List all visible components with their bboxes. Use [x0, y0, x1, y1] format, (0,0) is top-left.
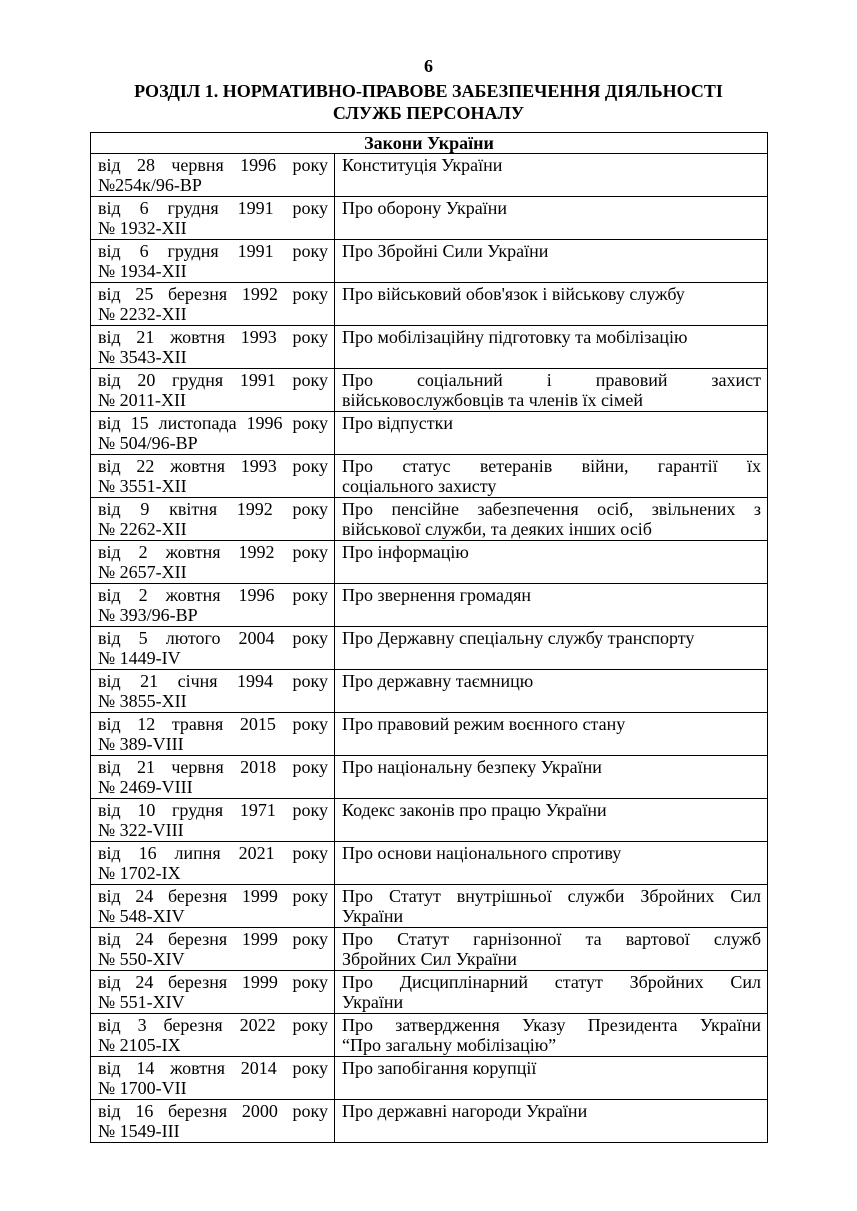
table-row	[91, 154, 768, 197]
law-title-line: Конституція України	[342, 155, 503, 175]
table-row	[91, 885, 768, 928]
law-date-number-cell	[91, 584, 335, 627]
table-row	[91, 326, 768, 369]
law-number: № 551-XIV	[98, 992, 185, 1012]
law-title-cell	[335, 1100, 768, 1143]
law-title-cell	[335, 1057, 768, 1100]
law-date-number-cell	[91, 240, 335, 283]
law-title-cell	[335, 1014, 768, 1057]
law-title-line: Про правовий режим воєнного стану	[342, 714, 626, 734]
law-title-line: Про основи національного спротиву	[342, 843, 622, 863]
law-date: від 21 січня 1994 року	[98, 671, 328, 691]
table-row	[91, 670, 768, 713]
law-title-cell	[335, 885, 768, 928]
law-date: від 10 грудня 1971 року	[98, 800, 328, 820]
law-date-number-cell	[91, 885, 335, 928]
law-date: від 22 жовтня 1993 року	[98, 456, 328, 476]
law-date: від 25 березня 1992 року	[98, 284, 328, 304]
law-title-line: України	[342, 992, 404, 1012]
law-title-cell	[335, 455, 768, 498]
law-title-line: Кодекс законів про працю України	[342, 800, 607, 820]
laws-table-body	[91, 154, 768, 1143]
law-title-line: Про Збройні Сили України	[342, 241, 549, 261]
law-date: від 28 червня 1996 року	[98, 155, 328, 175]
law-date-number-cell	[91, 1014, 335, 1057]
law-date-number-cell	[91, 756, 335, 799]
law-title-cell	[335, 670, 768, 713]
law-number: № 1449-IV	[98, 648, 181, 668]
law-number: № 1702-IX	[98, 863, 181, 883]
law-title-line: Про мобілізаційну підготовку та мобілізацію	[342, 327, 688, 347]
law-title-cell	[335, 713, 768, 756]
law-date: від 6 грудня 1991 року	[98, 241, 328, 261]
law-title-cell	[335, 197, 768, 240]
law-date-number-cell	[91, 928, 335, 971]
law-number: № 322-VIII	[98, 820, 184, 840]
law-number: № 1932-XII	[98, 218, 187, 238]
law-title-cell	[335, 928, 768, 971]
law-date: від 21 жовтня 1993 року	[98, 327, 328, 347]
law-title-line: Про національну безпеку України	[342, 757, 602, 777]
law-title-line: соціального захисту	[342, 476, 497, 496]
law-date: від 15 листопада 1996 року	[98, 413, 328, 433]
law-number: № 2262-XII	[98, 519, 187, 539]
law-date-number-cell	[91, 369, 335, 412]
law-title-cell	[335, 627, 768, 670]
law-title-line: Про державні нагороди України	[342, 1101, 588, 1121]
section-title-line-2: СЛУЖБ ПЕРСОНАЛУ	[332, 103, 525, 123]
law-title-line: Про Статут гарнізонної та вартової служб	[342, 929, 761, 949]
law-number: № 3551-XII	[98, 476, 187, 496]
law-date: від 2 жовтня 1992 року	[98, 542, 328, 562]
law-number: № 393/96-ВР	[98, 605, 198, 625]
law-number: № 2011-XII	[98, 390, 186, 410]
law-date-number-cell	[91, 1057, 335, 1100]
law-title-cell	[335, 412, 768, 455]
section-title	[90, 80, 767, 124]
law-title-line: Збройних Сил України	[342, 949, 517, 969]
laws-table	[90, 132, 768, 1143]
law-number: № 2232-XII	[98, 304, 187, 324]
table-row	[91, 584, 768, 627]
law-number: № 1934-XII	[98, 261, 187, 281]
page-number: 6	[424, 56, 433, 76]
law-number: №254к/96-ВР	[98, 175, 202, 195]
law-title-line: Про військовий обов'язок і військову службу	[342, 284, 685, 304]
table-row	[91, 369, 768, 412]
law-date: від 20 грудня 1991 року	[98, 370, 328, 390]
law-title-line: Про Статут внутрішньої служби Збройних Сил	[342, 886, 761, 906]
section-title-line-1: РОЗДІЛ 1. НОРМАТИВНО-ПРАВОВЕ ЗАБЕЗПЕЧЕННЯ ДІЯЛЬНОСТІ	[134, 81, 723, 101]
law-date-number-cell	[91, 1100, 335, 1143]
table-row	[91, 197, 768, 240]
law-title-cell	[335, 584, 768, 627]
law-date-number-cell	[91, 455, 335, 498]
law-title-line: України	[342, 906, 404, 926]
law-date-number-cell	[91, 541, 335, 584]
law-date-number-cell	[91, 498, 335, 541]
law-number: № 3543-XII	[98, 347, 187, 367]
law-number: № 2105-IX	[98, 1035, 181, 1055]
table-row	[91, 1100, 768, 1143]
law-date: від 16 липня 2021 року	[98, 843, 328, 863]
law-title-line: Про оборону України	[342, 198, 507, 218]
law-title-cell	[335, 240, 768, 283]
law-date-number-cell	[91, 412, 335, 455]
law-date: від 5 лютого 2004 року	[98, 628, 328, 648]
law-title-line: Про інформацію	[342, 542, 469, 562]
law-date-number-cell	[91, 197, 335, 240]
law-title-cell	[335, 971, 768, 1014]
law-date-number-cell	[91, 670, 335, 713]
law-title-cell	[335, 369, 768, 412]
law-title-cell	[335, 541, 768, 584]
law-title-cell	[335, 799, 768, 842]
law-date: від 24 березня 1999 року	[98, 929, 328, 949]
law-title-line: Про соціальний і правовий захист	[342, 370, 761, 390]
law-title-line: військової служби, та деяких інших осіб	[342, 519, 652, 539]
law-title-line: Про статус ветеранів війни, гарантії їх	[342, 456, 761, 476]
law-date: від 9 квітня 1992 року	[98, 499, 328, 519]
law-date: від 24 березня 1999 року	[98, 886, 328, 906]
table-header: Закони України	[91, 133, 768, 154]
law-number: № 2657-XII	[98, 562, 187, 582]
law-number: № 1549-III	[98, 1121, 180, 1141]
law-title-cell	[335, 283, 768, 326]
table-row	[91, 627, 768, 670]
law-title-line: Про державну таємницю	[342, 671, 534, 691]
law-date: від 21 червня 2018 року	[98, 757, 328, 777]
table-row	[91, 842, 768, 885]
law-date: від 16 березня 2000 року	[98, 1101, 328, 1121]
table-row	[91, 283, 768, 326]
law-title-cell	[335, 498, 768, 541]
table-row	[91, 412, 768, 455]
law-date-number-cell	[91, 283, 335, 326]
table-row	[91, 1014, 768, 1057]
law-date: від 2 жовтня 1996 року	[98, 585, 328, 605]
table-row	[91, 756, 768, 799]
law-date-number-cell	[91, 627, 335, 670]
law-date-number-cell	[91, 154, 335, 197]
law-number: № 1700-VII	[98, 1078, 187, 1098]
law-date: від 12 травня 2015 року	[98, 714, 328, 734]
table-row	[91, 928, 768, 971]
law-title-cell	[335, 154, 768, 197]
law-number: № 548-XIV	[98, 906, 185, 926]
law-date-number-cell	[91, 799, 335, 842]
table-row	[91, 498, 768, 541]
table-row	[91, 455, 768, 498]
law-date-number-cell	[91, 971, 335, 1014]
law-title-line: військовослужбовців та членів їх сімей	[342, 390, 643, 410]
table-row	[91, 799, 768, 842]
law-title-line: Про пенсійне забезпечення осіб, звільнених з	[342, 499, 761, 519]
table-row	[91, 240, 768, 283]
law-number: № 3855-XII	[98, 691, 187, 711]
law-title-line: Про звернення громадян	[342, 585, 532, 605]
table-row	[91, 541, 768, 584]
law-number: № 504/96-ВР	[98, 433, 198, 453]
law-date-number-cell	[91, 842, 335, 885]
law-title-cell	[335, 842, 768, 885]
law-title-line: “Про загальну мобілізацію”	[342, 1035, 557, 1055]
law-number: № 550-XIV	[98, 949, 185, 969]
law-date: від 3 березня 2022 року	[98, 1015, 328, 1035]
law-date-number-cell	[91, 326, 335, 369]
table-row	[91, 971, 768, 1014]
table-row	[91, 713, 768, 756]
law-number: № 2469-VIII	[98, 777, 193, 797]
law-date: від 14 жовтня 2014 року	[98, 1058, 328, 1078]
law-date-number-cell	[91, 713, 335, 756]
law-number: № 389-VIII	[98, 734, 184, 754]
law-title-line: Про Дисциплінарний статут Збройних Сил	[342, 972, 761, 992]
law-title-line: Про відпустки	[342, 413, 454, 433]
law-title-cell	[335, 756, 768, 799]
law-title-cell	[335, 326, 768, 369]
law-title-line: Про затвердження Указу Президента України	[342, 1015, 761, 1035]
table-row	[91, 1057, 768, 1100]
law-date: від 24 березня 1999 року	[98, 972, 328, 992]
law-date: від 6 грудня 1991 року	[98, 198, 328, 218]
law-title-line: Про Державну спеціальну службу транспорту	[342, 628, 695, 648]
table-header-row	[91, 133, 768, 154]
law-title-line: Про запобігання корупції	[342, 1058, 537, 1078]
